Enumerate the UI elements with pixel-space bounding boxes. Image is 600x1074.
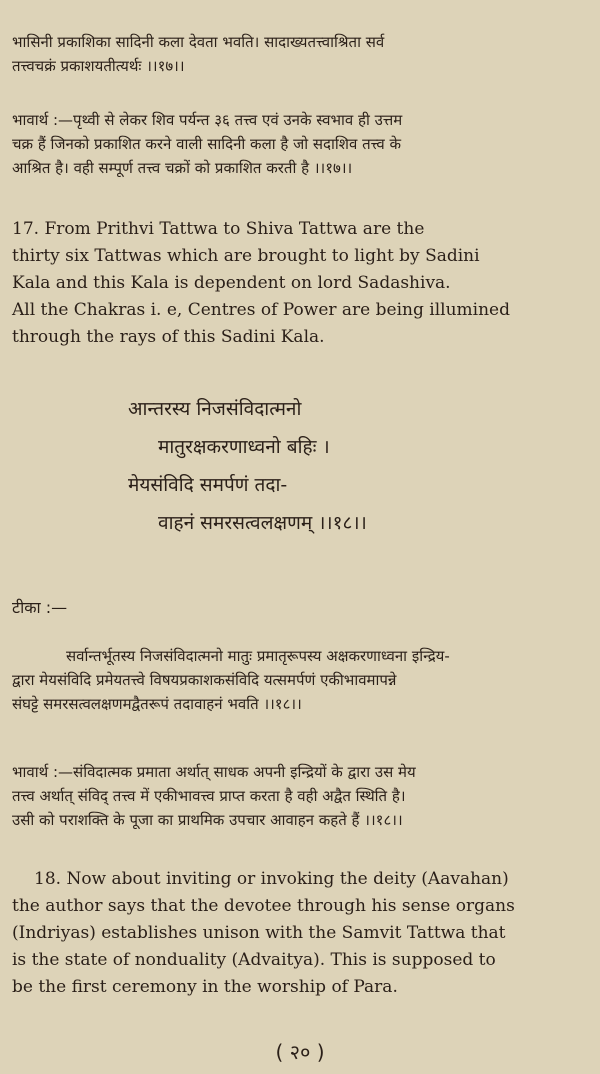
text-line: 17. From Prithvi Tattwa to Shiva Tattwa are the [12, 219, 425, 239]
text-line: उसी को पराशक्ति के पूजा का प्राथमिक उपचार आवाहन कहते हैं ।।१८।। [12, 811, 403, 829]
text-line: सर्वान्तर्भूतस्य निजसंविदात्मनो मातुः प्रमातृरूपस्य अक्षकरणाध्वना इन्द्रिय- [66, 647, 450, 665]
text-line: is the state of nonduality (Advaitya). This is supposed to [12, 950, 496, 970]
tika-18 [12, 644, 588, 716]
english-paragraph-18 [12, 866, 588, 1001]
verse-line: वाहनं समरसत्वलक्षणम् ।।१८।। [158, 512, 367, 534]
text-line: भासिनी प्रकाशिका सादिनी कला देवता भवति। सादाख्यतत्त्वाश्रिता सर्व [12, 33, 385, 51]
verse-18 [0, 390, 600, 542]
text-line: be the first ceremony in the worship of Para. [12, 977, 398, 997]
text-line: तत्त्व अर्थात् संविद् तत्त्व में एकीभावत्त्व प्राप्त करता है वही अद्वैत स्थिति है। [12, 787, 406, 805]
bhavarth-17 [12, 108, 588, 180]
text-line: तत्त्वचक्रं प्रकाशयतीत्यर्थः ।।१७।। [12, 57, 185, 75]
text-line: the author says that the devotee through his sense organs [12, 896, 515, 916]
text-line: आश्रित है। वही सम्पूर्ण तत्त्व चक्रों को प्रकाशित करती है ।।१७।। [12, 159, 353, 177]
page-number: ( २० ) [275, 1040, 325, 1064]
text-line: 18. Now about inviting or invoking the deity (Aavahan) [34, 869, 509, 889]
bhavarth-18 [12, 760, 588, 832]
verse-line: मातुरक्षकरणाध्वनो बहिः । [158, 436, 330, 458]
verse-line: मेयसंविदि समर्पणं तदा- [128, 474, 288, 496]
text-line: द्वारा मेयसंविदि प्रमेयतत्त्वे विषयप्रकाशकसंविदि यत्समर्पणं एकीभावमापन्ने [12, 671, 397, 689]
text-line: through the rays of this Sadini Kala. [12, 327, 325, 347]
text-line: संघट्टे समरसत्वलक्षणमद्वैतरूपं तदावाहनं भवति ।।१८।। [12, 695, 302, 713]
text-line: Kala and this Kala is dependent on lord Sadashiva. [12, 273, 451, 293]
text-line: (Indriyas) establishes unison with the Samvit Tattwa that [12, 923, 506, 943]
text-line: चक्र हैं जिनको प्रकाशित करने वाली सादिनी कला है जो सदाशिव तत्त्व के [12, 135, 402, 153]
verse-line: आन्तरस्य निजसंविदात्मनो [128, 398, 302, 420]
text-line: भावार्थ :—पृथ्वी से लेकर शिव पर्यन्त ३६ तत्त्व एवं उनके स्वभाव ही उत्तम [12, 111, 403, 129]
text-line: भावार्थ :—संविदात्मक प्रमाता अर्थात् साधक अपनी इन्द्रियों के द्वारा उस मेय [12, 763, 416, 781]
english-paragraph-17 [12, 216, 588, 351]
text-line: thirty six Tattwas which are brought to light by Sadini [12, 246, 480, 266]
para-top-sanskrit [12, 30, 588, 78]
tika-heading: टीका :— [12, 598, 68, 617]
text-line: All the Chakras i. e, Centres of Power are being illumined [12, 300, 510, 320]
